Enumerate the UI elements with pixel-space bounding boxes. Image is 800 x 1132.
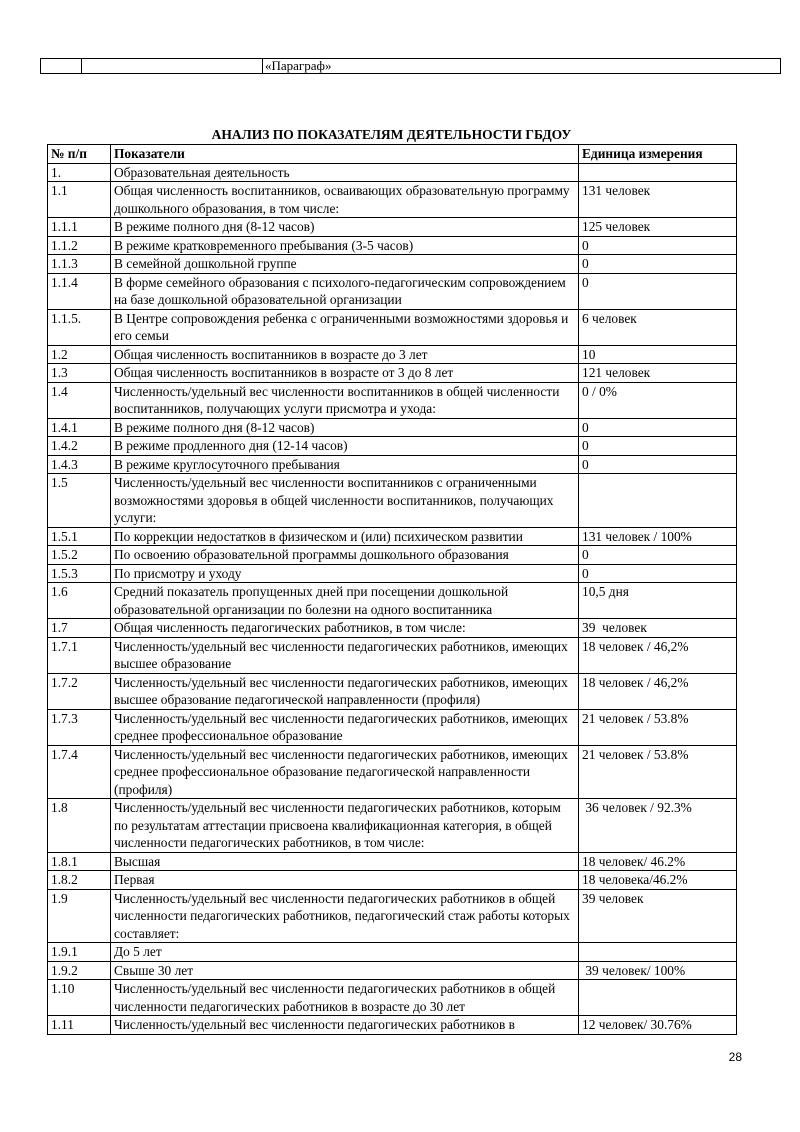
column-header-indicators: Показатели <box>111 145 579 164</box>
table-row <box>48 673 737 709</box>
table-row <box>48 799 737 853</box>
row-number-cell: 1.9.1 <box>48 943 111 962</box>
header-form-cell-2 <box>82 59 263 74</box>
row-number-cell: 1.7.4 <box>48 745 111 799</box>
table-row <box>48 745 737 799</box>
row-indicator-cell: Общая численность воспитанников в возрасте от 3 до 8 лет <box>111 364 579 383</box>
table-row <box>48 583 737 619</box>
table-row <box>48 437 737 456</box>
row-number-cell: 1.5.2 <box>48 546 111 565</box>
row-unit-cell: 0 <box>579 437 737 456</box>
page-number: 28 <box>728 1050 742 1064</box>
row-number-cell: 1.4.2 <box>48 437 111 456</box>
row-number-cell: 1.8 <box>48 799 111 853</box>
table-row <box>48 709 737 745</box>
table-row <box>48 943 737 962</box>
table-row <box>48 218 737 237</box>
row-unit-cell: 18 человека/46.2% <box>579 871 737 890</box>
row-unit-cell: 6 человек <box>579 309 737 345</box>
table-row <box>48 163 737 182</box>
row-indicator-cell: Общая численность воспитанников в возрасте до 3 лет <box>111 345 579 364</box>
row-unit-cell: 18 человек / 46,2% <box>579 673 737 709</box>
row-number-cell: 1.4.3 <box>48 455 111 474</box>
table-row <box>48 961 737 980</box>
table-row <box>48 309 737 345</box>
row-number-cell: 1.1 <box>48 182 111 218</box>
row-unit-cell: 0 <box>579 255 737 274</box>
row-number-cell: 1.5.3 <box>48 564 111 583</box>
row-indicator-cell: Численность/удельный вес численности педагогических работников, которым по результатам аттестации присвоена квалификационная категория, в общей численности педагогических работников, в том числе: <box>111 799 579 853</box>
row-indicator-cell: Численность/удельный вес численности педагогических работников, имеющих среднее профессиональное образование <box>111 709 579 745</box>
row-indicator-cell: В режиме полного дня (8-12 часов) <box>111 218 579 237</box>
table-row <box>48 637 737 673</box>
table-row <box>48 871 737 890</box>
row-number-cell: 1.4.1 <box>48 418 111 437</box>
row-number-cell: 1.1.3 <box>48 255 111 274</box>
row-unit-cell: 18 человек / 46,2% <box>579 637 737 673</box>
row-number-cell: 1.6 <box>48 583 111 619</box>
row-unit-cell: 0 <box>579 273 737 309</box>
row-unit-cell: 125 человек <box>579 218 737 237</box>
row-unit-cell: 0 <box>579 236 737 255</box>
row-indicator-cell: В режиме полного дня (8-12 часов) <box>111 418 579 437</box>
table-row <box>48 182 737 218</box>
table-body <box>48 163 737 1034</box>
table-row <box>48 889 737 943</box>
row-number-cell: 1.7.1 <box>48 637 111 673</box>
table-row <box>48 345 737 364</box>
table-row <box>48 382 737 418</box>
row-unit-cell: 131 человек / 100% <box>579 527 737 546</box>
row-number-cell: 1. <box>48 163 111 182</box>
row-unit-cell: 18 человек/ 46.2% <box>579 852 737 871</box>
row-indicator-cell: Общая численность воспитанников, осваивающих образовательную программу дошкольного образования, в том числе: <box>111 182 579 218</box>
row-indicator-cell: Первая <box>111 871 579 890</box>
row-indicator-cell: В форме семейного образования с психолого-педагогическим сопровождением на базе дошкольной образовательной организации <box>111 273 579 309</box>
row-number-cell: 1.7.3 <box>48 709 111 745</box>
row-indicator-cell: Численность/удельный вес численности педагогических работников, имеющих высшее образование педагогической направленности (профиля) <box>111 673 579 709</box>
row-number-cell: 1.8.1 <box>48 852 111 871</box>
row-unit-cell: 0 <box>579 564 737 583</box>
row-unit-cell <box>579 943 737 962</box>
row-number-cell: 1.2 <box>48 345 111 364</box>
row-indicator-cell: Свыше 30 лет <box>111 961 579 980</box>
row-unit-cell: 0 / 0% <box>579 382 737 418</box>
column-header-unit: Единица измерения <box>579 145 737 164</box>
header-form-cell-1 <box>41 59 82 74</box>
table-row <box>48 1016 737 1035</box>
section-title: АНАЛИЗ ПО ПОКАЗАТЕЛЯМ ДЕЯТЕЛЬНОСТИ ГБДОУ <box>211 127 572 142</box>
row-indicator-cell: По коррекции недостатков в физическом и (или) психическом развитии <box>111 527 579 546</box>
header-form-table <box>40 58 781 74</box>
row-number-cell: 1.5.1 <box>48 527 111 546</box>
row-indicator-cell: По освоению образовательной программы дошкольного образования <box>111 546 579 565</box>
row-unit-cell: 10,5 дня <box>579 583 737 619</box>
row-indicator-cell: В семейной дошкольной группе <box>111 255 579 274</box>
row-number-cell: 1.1.1 <box>48 218 111 237</box>
row-indicator-cell: Общая численность педагогических работников, в том числе: <box>111 619 579 638</box>
row-unit-cell: 21 человек / 53.8% <box>579 709 737 745</box>
table-row <box>48 364 737 383</box>
row-number-cell: 1.9 <box>48 889 111 943</box>
row-number-cell: 1.9.2 <box>48 961 111 980</box>
column-header-number: № п/п <box>48 145 111 164</box>
row-unit-cell: 39 человек/ 100% <box>579 961 737 980</box>
header-form-row <box>41 59 781 74</box>
row-indicator-cell: Численность/удельный вес численности воспитанников в общей численности воспитанников, получающих услуги присмотра и ухода: <box>111 382 579 418</box>
table-row <box>48 455 737 474</box>
row-number-cell: 1.7 <box>48 619 111 638</box>
row-unit-cell <box>579 474 737 528</box>
row-unit-cell: 21 человек / 53.8% <box>579 745 737 799</box>
row-indicator-cell: Численность/удельный вес численности педагогических работников, имеющих высшее образование <box>111 637 579 673</box>
row-unit-cell: 39 человек <box>579 619 737 638</box>
row-number-cell: 1.1.4 <box>48 273 111 309</box>
table-row <box>48 236 737 255</box>
row-number-cell: 1.4 <box>48 382 111 418</box>
table-row <box>48 255 737 274</box>
row-indicator-cell: Численность/удельный вес численности воспитанников с ограниченными возможностями здоровья в общей численности воспитанников, получающих услуги: <box>111 474 579 528</box>
row-unit-cell: 39 человек <box>579 889 737 943</box>
row-unit-cell: 121 человек <box>579 364 737 383</box>
row-number-cell: 1.5 <box>48 474 111 528</box>
row-number-cell: 1.1.5. <box>48 309 111 345</box>
row-indicator-cell: Численность/удельный вес численности педагогических работников в общей численности педагогических работников в возрасте до 30 лет <box>111 980 579 1016</box>
paragraph-label: «Параграф» <box>263 59 781 74</box>
row-number-cell: 1.8.2 <box>48 871 111 890</box>
table-row <box>48 546 737 565</box>
row-unit-cell: 0 <box>579 455 737 474</box>
row-indicator-cell: Высшая <box>111 852 579 871</box>
table-row <box>48 852 737 871</box>
table-row <box>48 619 737 638</box>
row-number-cell: 1.11 <box>48 1016 111 1035</box>
row-unit-cell: 0 <box>579 418 737 437</box>
row-indicator-cell: В Центре сопровождения ребенка с ограниченными возможностями здоровья и его семьи <box>111 309 579 345</box>
row-number-cell: 1.1.2 <box>48 236 111 255</box>
row-number-cell: 1.10 <box>48 980 111 1016</box>
row-indicator-cell: По присмотру и уходу <box>111 564 579 583</box>
row-indicator-cell: В режиме продленного дня (12-14 часов) <box>111 437 579 456</box>
row-unit-cell <box>579 980 737 1016</box>
row-unit-cell: 131 человек <box>579 182 737 218</box>
row-number-cell: 1.3 <box>48 364 111 383</box>
row-indicator-cell: В режиме круглосуточного пребывания <box>111 455 579 474</box>
row-unit-cell: 0 <box>579 546 737 565</box>
table-row <box>48 564 737 583</box>
row-indicator-cell: Численность/удельный вес численности педагогических работников, имеющих среднее профессиональное образование педагогической направленности (профиля) <box>111 745 579 799</box>
row-indicator-cell: Средний показатель пропущенных дней при посещении дошкольной образовательной организации по болезни на одного воспитанника <box>111 583 579 619</box>
row-number-cell: 1.7.2 <box>48 673 111 709</box>
row-unit-cell: 36 человек / 92.3% <box>579 799 737 853</box>
indicators-table <box>47 144 737 1035</box>
table-header-row <box>48 145 737 164</box>
row-indicator-cell: Численность/удельный вес численности педагогических работников в <box>111 1016 579 1035</box>
row-indicator-cell: Численность/удельный вес численности педагогических работников в общей численности педагогических работников, педагогический стаж работы которых составляет: <box>111 889 579 943</box>
row-unit-cell: 12 человек/ 30.76% <box>579 1016 737 1035</box>
table-row <box>48 418 737 437</box>
row-indicator-cell: До 5 лет <box>111 943 579 962</box>
table-row <box>48 980 737 1016</box>
table-row <box>48 474 737 528</box>
table-row <box>48 273 737 309</box>
table-row <box>48 527 737 546</box>
row-unit-cell: 10 <box>579 345 737 364</box>
row-unit-cell <box>579 163 737 182</box>
row-indicator-cell: Образовательная деятельность <box>111 163 579 182</box>
row-indicator-cell: В режиме кратковременного пребывания (3-5 часов) <box>111 236 579 255</box>
